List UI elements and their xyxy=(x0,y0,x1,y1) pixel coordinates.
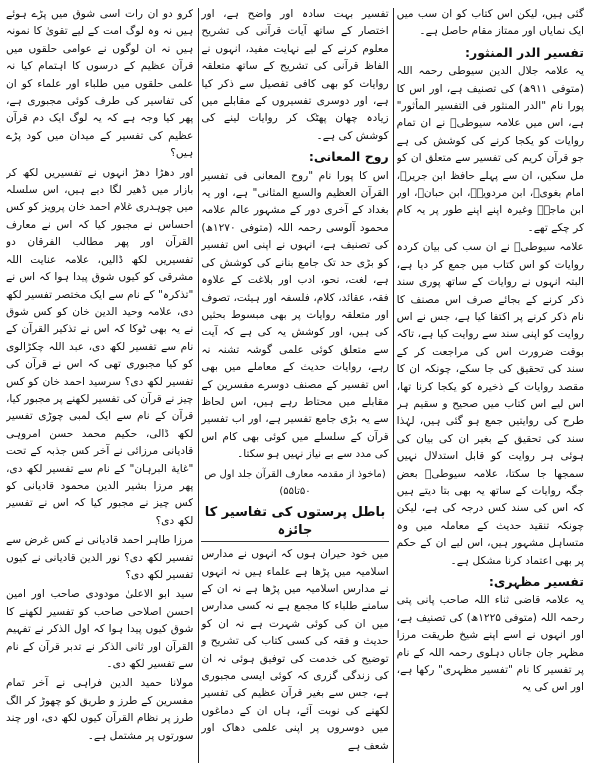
middle-paragraph-1: تفسیر بہت سادہ اور واضح ہے، اور اختصار کے ساتھ آیات قرآنی کی تشریح معلوم کرنے کے لیے نہایت مفید، انہوں نے الفاظ قرآنی کی تشریح کے ساتھ متعلقہ روایات کو بھی کافی تفصیل سے ذکر کیا ہے، اور دوسری تفسیروں کے مقابلے میں زیادہ چھان پھٹک کر روایات لینے کی کوشش کی ہے۔ xyxy=(201,8,389,142)
right-paragraph-4: یہ علامہ قاضی ثناء اللہ صاحب پانی پتی رحمہ اللہ (متوفی ۱۲۲۵ھ) کی تصنیف ہے، اور انہوں نے اسے اپنے شیخ طریقت مرزا مظہر جان جاناں دہلوی رحمہ اللہ کے نام پر تفسیر کا نام "تفسیر مظہری" رکھا ہے، اور اس کی یہ xyxy=(396,594,584,694)
heading-tafsir-mazhari: تفسیر مظہری: xyxy=(488,574,584,589)
columns-container xyxy=(6,6,584,765)
left-paragraph-5: مولانا حمید الدین فراہی نے آخر تمام مفسرین کے طرز و طریق کو چھوڑ کر الگ طرز پر نظام القرآن کیوں لکھ دی، اور چند سورتوں پر مشتمل ہے۔ xyxy=(6,677,194,742)
column-left xyxy=(6,6,193,765)
section-heading-review: باطل پرستوں کی تفاسیر کا جائزہ xyxy=(201,504,388,542)
left-paragraph-2: اور دھڑا دھڑ انہوں نے تفسیریں لکھ کر بازار میں ڈھیر لگا دیے ہیں، اس سلسلہ میں چوہدری غلام احمد خان پرویز کو کس احساس نے مجبور کیا کہ اس نے معارف القرآن اور پھر مطالب الفرقان دو تفسیریں لکھ ڈالیں، علامہ عنایت اللہ مشرقی کو کیوں شوق پیدا ہوا کہ اس نے "تذکرہ" کے نام سے ایک مختصر تفسیر لکھ دی، علامہ وحید الدین خان کو کس شوق نے یہ بھی ٹوکا کہ اس نے تذکیر القرآن کے نام سے تفسیر لکھ دی، عبد اللہ چکڑالوی کو کیا مجبوری تھی کہ اس نے قرآن کی تفسیر لکھ دی؟ سرسید احمد خان کو کس چیز نے قرآن کی تفسیر لکھنے پر مجبور کیا، قرآن کے نام سے ایک لمبی چوڑی تفسیر لکھ ڈالی، حکیم محمد حسن امروہی قادیانی مرزائی نے آخر کس جذبہ کے تحت "غایة البرہان" کے نام سے تفسیر لکھ دی، پھر مرزا بشیر الدین محمود قادیانی کو کس چیز نے مجبور کیا کہ اس نے تفسیر لکھ دی؟ xyxy=(6,166,194,527)
middle-paragraph-2: اس کا پورا نام "روح المعانی فی تفسیر القرآن العظیم والسبع المثانی" ہے، اور یہ بغداد کے آخری دور کے مشہور عالم علامہ محمود آلوسی رحمہ اللہ (متوفی ۱۲۷۰ھ) کی تصنیف ہے، انہوں نے اپنی اس تفسیر کو بڑی حد تک جامع بنانے کی کوشش کی ہے، لغت، نحو، ادب اور بلاغت کے علاوہ فقہ، عقائد، کلام، فلسفہ اور ہیئت، تصوف اور متعلقہ روایات پر بھی مبسوط بحثیں کی ہیں، اور کوشش یہ کی ہے کہ آیت سے متعلق کوئی علمی گوشہ تشنہ نہ رہے، روایات حدیث کے معاملے میں بھی اس تفسیر کے مصنف دوسرے مفسرین کے مقابلے میں محتاط رہے ہیں، اس لحاظ سے یہ بڑی جامع تفسیر ہے، اور اب تفسیر قرآن کے سلسلے میں کوئی بھی کام اس کی مدد سے بے نیاز نہیں ہو سکتا۔ xyxy=(201,169,389,461)
right-paragraph-3: علامہ سیوطیؒ نے ان سب کی بیان کردہ روایات کو اس کتاب میں جمع کر دیا ہے، البتہ انہوں نے روایات کے ساتھ پوری سند ذکر کرنے کے بجائے صرف اس مصنف کا نام ذکر کرنے پر اکتفا کیا ہے، جس نے اس روایت کو اپنی سند سے روایت کیا ہے، تاکہ بوقت ضرورت اس کی مراجعت کر کے سند کی تحقیق کی جا سکے، چونکہ ان کا مقصد روایات کے ذخیرہ کو یکجا کرنا تھا، اس لیے اس کتاب میں صحیح و سقیم ہر طرح کی روایتیں جمع ہو گئی ہیں، لہٰذا سند کی تحقیق کے بغیر ان کی بیان کی ہوئی ہر روایت کو قابل استدلال نہیں سمجھا جا سکتا، علامہ سیوطیؒ بعض جگہ روایات کے ساتھ یہ بھی بتا دیتے ہیں کہ اس کی سند کس درجہ کی ہے، لیکن چونکہ تنقید حدیث کے معاملہ میں وہ متساہل مشہور ہیں، اس لیے ان کے حکم پر بھی اعتماد کرنا مشکل ہے۔ xyxy=(396,241,584,567)
right-paragraph-2: یہ علامہ جلال الدین سیوطی رحمہ اللہ (متوفی ۹۱۱ھ) کی تصنیف ہے، اور اس کا پورا نام "الدر المنثور فی التفسیر المأثور" ہے، اس میں علامہ سیوطیؒ نے ان تمام روایات کو یکجا کرنے کی کوشش کی ہے جو قرآن کریم کی تفسیر سے متعلق ان کو مل سکیں، ان سے پہلے حافظ ابن جریرؒ، امام بغویؒ، ابن مردویہؒ، ابن حبانؒ، اور ابن ماجہؒ وغیرہ اپنے اپنے طور پر یہ کام کر چکے تھے۔ xyxy=(396,65,584,234)
middle-paragraph-3: میں خود حیران ہوں کہ انہوں نے مدارس اسلامیہ میں پڑھا ہے علماء ہیں نہ انہوں نے مدارس اسلامیہ میں پڑھا ہے نہ ان کے سامنے طلباء کا مجمع ہے نہ کسی مدارس میں ان کی کوئی شہرت ہے نہ ان کو حدیث و فقہ کی کسی کتاب کی تشریح و توضیح کی خدمت کی توفیق ہوئی نہ ان کی زندگی گزری کہ کوئی ایسی مجبوری ہے، جس سے بغیر قرآن عظیم کی تفسیر لکھنے کی نوبت آئے، ہاں ان کے دماغوں میں دوسروں پر اپنی علمی دھاک اور شعف ہے xyxy=(201,548,389,752)
column-right xyxy=(397,6,584,765)
column-divider-left xyxy=(198,8,199,763)
right-paragraph-1: گئی ہیں، لیکن اس کتاب کو ان سب میں ایک نمایاں اور ممتاز مقام حاصل ہے۔ xyxy=(396,8,584,38)
column-middle xyxy=(201,6,388,765)
left-paragraph-3: مرزا طاہر احمد قادیانی نے کس غرض سے تفسیر لکھ دی؟ نور الدین قادیانی نے کیوں تفسیر لکھ دی؟ xyxy=(6,534,194,581)
left-paragraph-1: کرو دو ان رات اسی شوق میں پڑے ہوئے ہیں نہ وہ لوگ امت کے لیے تقویٰ کا نمونہ ہیں نہ ان لوگوں نے عوامی حلقوں میں قرآن عظیم کے درسوں کا اہتمام کیا نہ علمی حلقوں میں طلباء اور علماء کو ان کی تفاسیر کی طرف کوئی مجبوری ہے، پھر کیا وجہ ہے کہ یہ لوگ ایک دم قرآن عظیم کی تفسیر کے میدان میں کود پڑے ہیں؟ xyxy=(6,8,194,160)
source-caption: (ماخوذ از مقدمہ معارف القرآن جلد اول ص ۵۰تا۵۵) xyxy=(204,468,386,497)
left-paragraph-4: سید ابو الاعلیٰ مودودی صاحب اور امین احسن اصلاحی صاحب کو تفسیر لکھنے کا شوق کیوں پیدا ہوا کہ اول الذکر نے تفہیم القرآن اور ثانی الذکر نے تدبر قرآن کے نام سے تفسیر لکھ دی۔ xyxy=(6,588,194,671)
column-divider-right xyxy=(393,8,394,763)
heading-dur-al-manthur: تفسیر الدر المنثور: xyxy=(465,44,584,60)
heading-ruh-al-maani: روح المعانی: xyxy=(308,149,389,165)
